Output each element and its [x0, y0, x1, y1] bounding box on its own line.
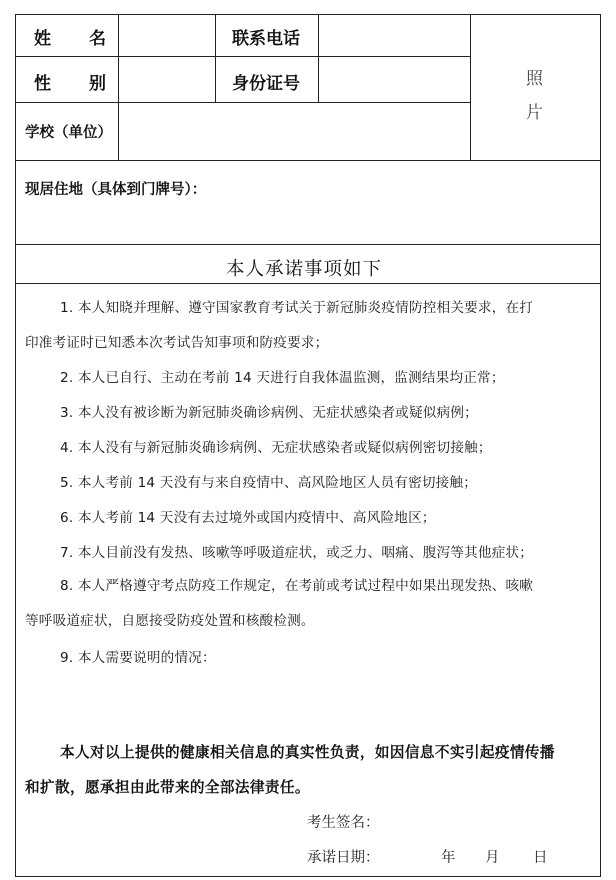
photo-label-2: 片	[526, 103, 543, 123]
pledge-item-3: 3. 本人没有被诊断为新冠肺炎确诊病例、无症状感染者或疑似病例；	[60, 405, 478, 421]
declaration-line-1: 本人对以上提供的健康相关信息的真实性负责，如因信息不实引起疫情传播	[60, 744, 555, 761]
month-label: 月	[485, 850, 500, 866]
rule-col4	[470, 14, 471, 161]
pledge-item-7: 7. 本人目前没有发热、咳嗽等呼吸道症状，或乏力、咽痛、腹泻等其他症状；	[60, 545, 534, 561]
rule-row2	[15, 102, 471, 103]
gender-label-right: 别	[89, 74, 106, 94]
photo-label-1: 照	[526, 69, 543, 89]
date-label: 承诺日期：	[307, 850, 380, 866]
pledge-item-8b: 等呼吸道症状，自愿接受防疫处置和核酸检测。	[25, 613, 315, 629]
year-label: 年	[441, 850, 456, 866]
address-label: 现居住地（具体到门牌号）：	[25, 182, 207, 198]
day-label: 日	[533, 850, 548, 866]
rule-col3	[318, 14, 319, 103]
pledge-item-8a: 8. 本人严格遵守考点防疫工作规定，在考前或考试过程中如果出现发热、咳嗽	[60, 578, 534, 594]
border-right	[600, 14, 601, 877]
declaration-line-2: 和扩散，愿承担由此带来的全部法律责任。	[25, 779, 310, 796]
pledge-item-4: 4. 本人没有与新冠肺炎确诊病例、无症状感染者或疑似病例密切接触；	[60, 440, 492, 456]
rule-row1	[15, 56, 471, 57]
rule-col1	[118, 14, 119, 161]
signature-label: 考生签名：	[307, 815, 380, 831]
pledge-item-9: 9. 本人需要说明的情况：	[60, 650, 216, 666]
pledge-item-6: 6. 本人考前 14 天没有去过境外或国内疫情中、高风险地区；	[60, 510, 436, 526]
name-label-left: 姓	[34, 29, 51, 49]
gender-label-left: 性	[34, 74, 51, 94]
pledge-item-1a: 1. 本人知晓并理解、遵守国家教育考试关于新冠肺炎疫情防控相关要求，在打	[60, 300, 534, 316]
pledge-item-5: 5. 本人考前 14 天没有与来自疫情中、高风险地区人员有密切接触；	[60, 475, 478, 491]
school-label: 学校（单位）	[25, 125, 112, 141]
id-number-label: 身份证号	[232, 74, 300, 94]
pledge-item-1b: 印准考证时已知悉本次考试告知事项和防疫要求；	[25, 335, 329, 351]
rule-address	[15, 244, 601, 245]
rule-school	[15, 160, 601, 161]
pledge-item-2: 2. 本人已自行、主动在考前 14 天进行自我体温监测，监测结果均正常；	[60, 370, 505, 386]
name-label-right: 名	[89, 29, 106, 49]
rule-heading	[15, 283, 601, 284]
border-left	[15, 14, 16, 877]
phone-label: 联系电话	[232, 29, 300, 49]
border-top	[15, 14, 601, 15]
pledge-heading: 本人承诺事项如下	[226, 259, 383, 280]
rule-col2	[215, 14, 216, 103]
border-bottom	[15, 876, 601, 877]
